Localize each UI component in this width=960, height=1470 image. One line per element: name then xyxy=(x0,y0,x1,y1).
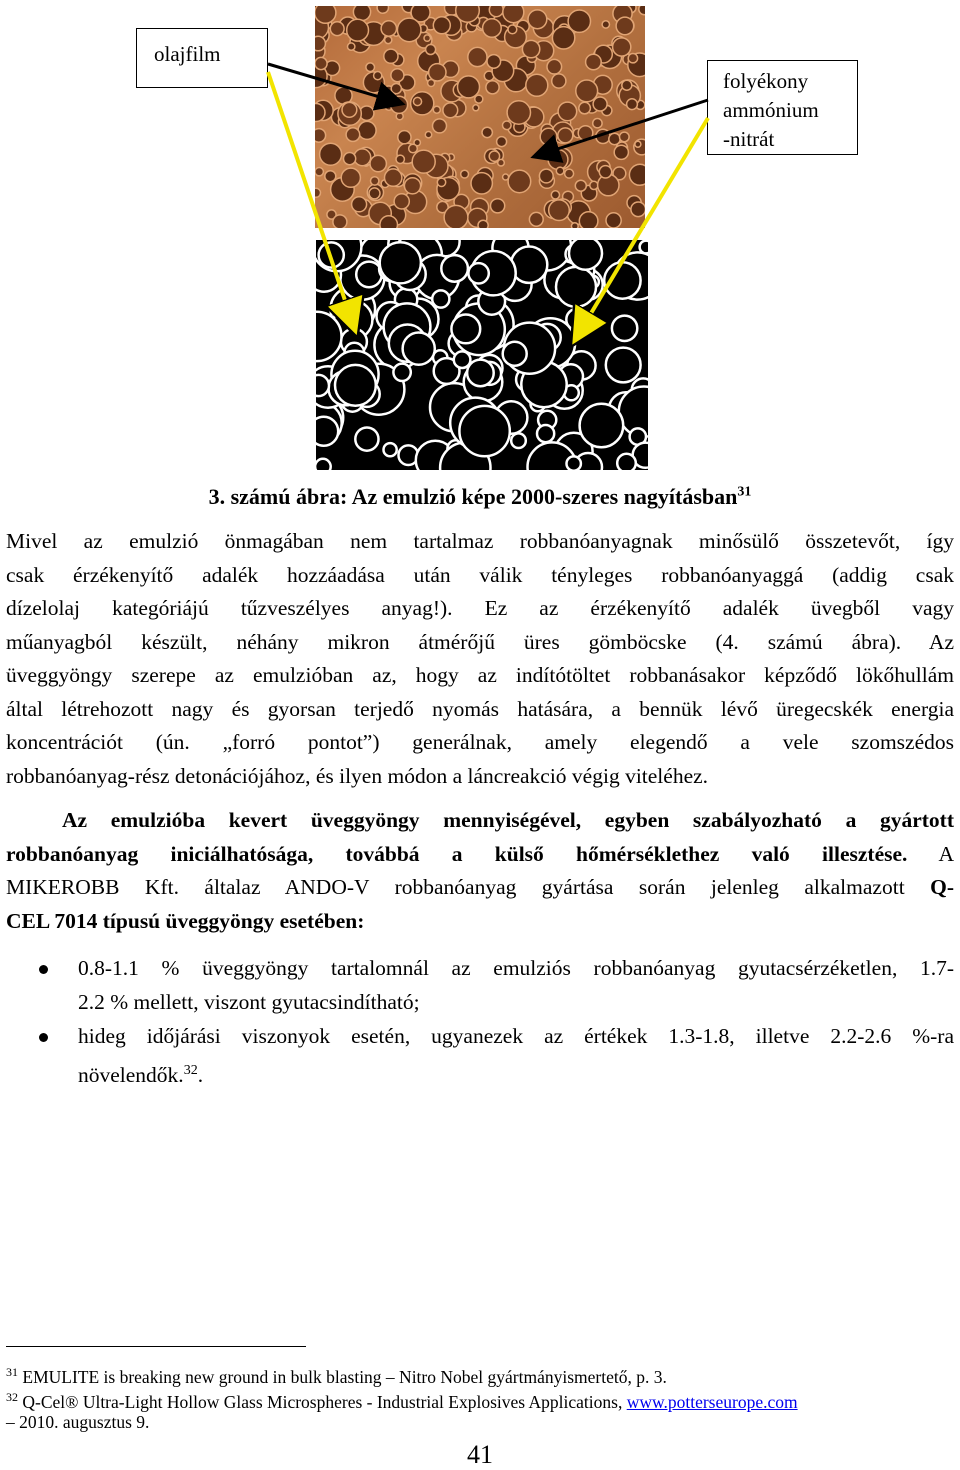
bullet-line: hideg időjárási viszonyok esetén, ugyanezek az értékek 1.3-1.8, illetve 2.2-2.6 %-ra xyxy=(78,1024,954,1048)
paragraph-2-bold2: robbanóanyag iniciálhatósága, továbbá a külső hőmérséklethez való illesztése. xyxy=(6,841,908,866)
paragraph-2-line1 xyxy=(6,804,954,838)
footnote-32-continuation: – 2010. augusztus 9. xyxy=(6,1412,150,1432)
paragraph-2-bold1: Az emulzióba kevert üveggyöngy mennyiségével, egyben szabályozható a gyártott xyxy=(62,808,954,832)
paragraph-2-tail2: A xyxy=(907,841,955,866)
bullet-line: 2.2 % mellett, viszont gyutacsindítható; xyxy=(78,989,420,1014)
paragraph-1-line: által létrehozott nagy és gyorsan terjedő nyomás hatására, a bennük lévő üregecskék energia xyxy=(6,696,954,721)
footnote-text: Q-Cel® Ultra-Light Hollow Glass Microspheres - Industrial Explosives Applications, xyxy=(22,1391,627,1412)
paragraph-2-line3 xyxy=(6,871,954,905)
paragraph-1-line: dízelolaj kategóriájú tűzveszélyes anyag!). Ez az érzékenyítő adalék üvegből vagy xyxy=(6,596,954,620)
arrow-oil-film-yellow xyxy=(268,72,355,330)
bullet-tail: . xyxy=(197,1062,204,1087)
bullet-ref: 32 xyxy=(183,1062,198,1078)
footnote-text: EMULITE is breaking new ground in bulk blasting – Nitro Nobel gyártmányismertető, p. 3. xyxy=(22,1366,667,1387)
bullet-item xyxy=(6,952,954,1019)
paragraph-2-line2 xyxy=(6,838,954,872)
figure-caption-ref: 31 xyxy=(737,484,752,500)
arrow-ammonium-black xyxy=(536,100,708,156)
paragraph-1 xyxy=(6,525,954,793)
arrow-ammonium-yellow xyxy=(575,118,708,340)
figure-arrows xyxy=(0,0,960,480)
footnote-link[interactable]: www.potterseurope.com xyxy=(626,1391,798,1412)
bullet-list xyxy=(6,952,954,1092)
paragraph-2-line4 xyxy=(6,905,954,939)
bullet-dot-icon xyxy=(39,1033,48,1042)
paragraph-2-bold4: CEL 7014 típusú üveggyöngy esetében: xyxy=(6,908,365,933)
label-oil-film-text: olajfilm xyxy=(154,42,221,66)
paragraph-2-bold-tail3: Q- xyxy=(930,875,954,899)
footnote-separator xyxy=(6,1346,306,1347)
arrow-oil-film-black xyxy=(268,64,400,103)
bullet-dot-icon xyxy=(39,965,48,974)
paragraph-2 xyxy=(6,804,954,938)
paragraph-1-line: csak érzékenyítő adalék hozzáadása után válik tényleges robbanóanyaggá (addig csak xyxy=(6,562,954,587)
figure-caption xyxy=(0,484,960,510)
page-number: 41 xyxy=(467,1440,493,1469)
paragraph-1-line: Mivel az emulzió önmagában nem tartalmaz robbanóanyagnak minősülő összetevőt, így xyxy=(6,529,954,553)
label-ammonium-line3: -nitrát xyxy=(723,127,775,151)
bullet-line: 0.8-1.1 % üveggyöngy tartalomnál az emulziós robbanóanyag gyutacsérzéketlen, 1.7- xyxy=(78,956,954,980)
paragraph-1-line: koncentrációt (ún. „forró pontot”) generálnak, amely elegendő a vele szomszédos xyxy=(6,730,954,754)
figure-caption-text: 3. számú ábra: Az emulzió képe 2000-szeres nagyításban xyxy=(208,484,738,509)
label-ammonium-line1: folyékony xyxy=(723,69,809,93)
footnote-number: 31 xyxy=(6,1365,18,1379)
label-ammonium-line2: ammónium xyxy=(723,98,819,122)
footnote-number: 32 xyxy=(6,1390,18,1404)
bullet-item xyxy=(6,1020,954,1092)
paragraph-1-line: robbanóanyag-rész detonációjához, és ilyen módon a láncreakció végig viteléhez. xyxy=(6,763,709,788)
bullet-line-2 xyxy=(78,1054,954,1093)
bullet-line: növelendők. xyxy=(78,1062,184,1087)
paragraph-1-line: műanyagból készült, néhány mikron átmérőjű üres gömböcske (4. számú ábra). Az xyxy=(6,629,954,654)
paragraph-1-line: üveggyöngy szerepe az emulzióban az, hogy az indítótöltet robbanásakor képződő lökőhullám xyxy=(6,663,954,687)
paragraph-2-normal3: MIKEROBB Kft. általaz ANDO-V robbanóanyag gyártása során jelenleg alkalmazott xyxy=(6,875,931,899)
